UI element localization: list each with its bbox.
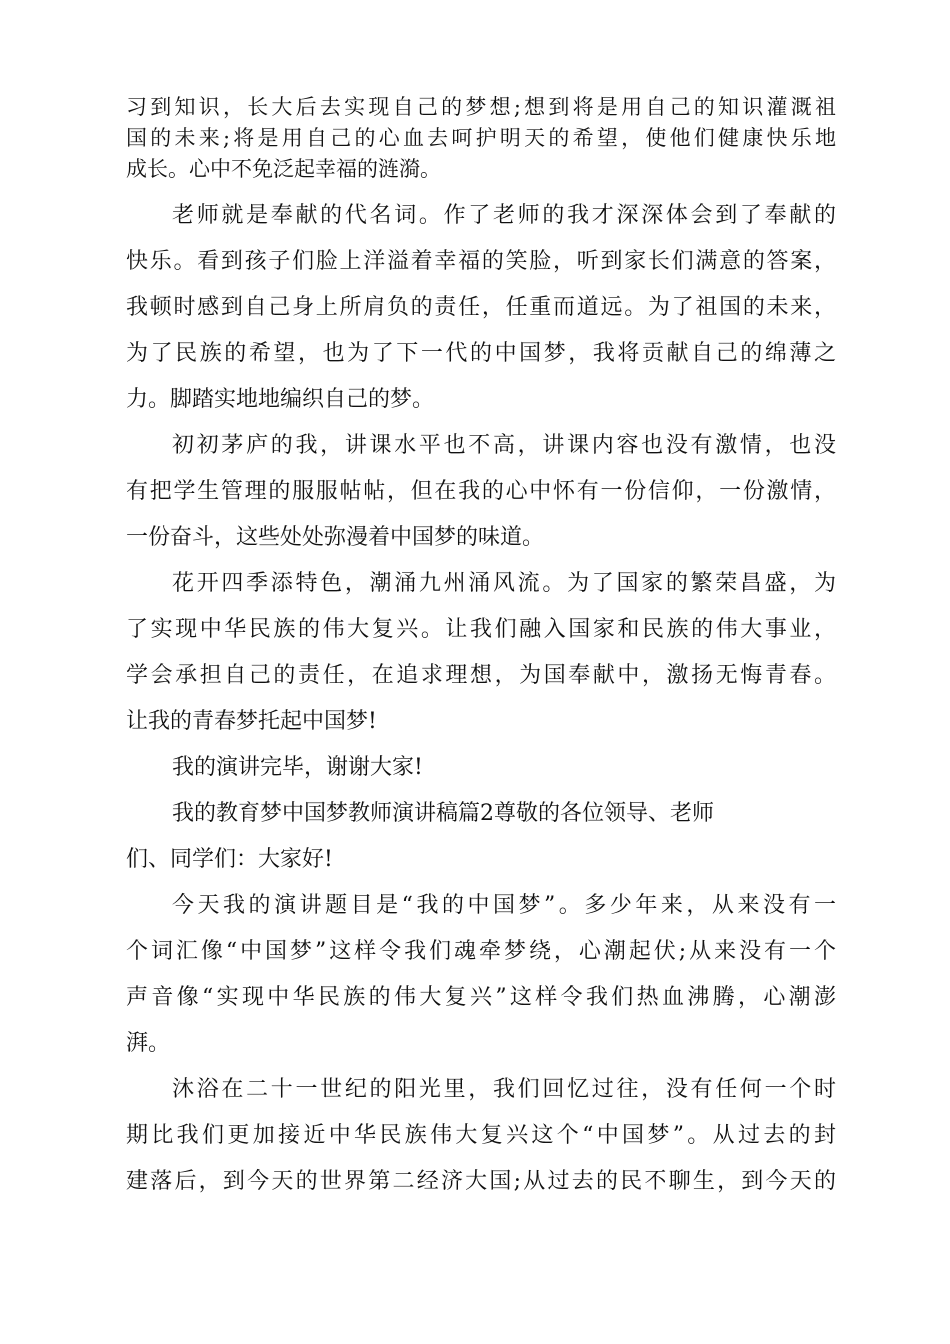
text-line: 沐浴在二十一世纪的阳光里，我们回忆过往，没有任何一个时 [172,1077,836,1102]
text-line: 快乐。看到孩子们脸上洋溢着幸福的笑脸，听到家长们满意的答案， [126,249,836,274]
text-line: 了实现中华民族的伟大复兴。让我们融入国家和民族的伟大事业， [126,617,836,642]
paragraph [126,423,836,561]
text-line: 声音像“实现中华民族的伟大复兴”这样令我们热血沸腾，心潮澎 [126,985,836,1010]
text-line: 习到知识，长大后去实现自己的梦想;想到将是用自己的知识灌溉祖 [126,95,836,119]
text-line: 一份奋斗，这些处处弥漫着中国梦的味道。 [126,525,545,550]
paragraph [126,745,836,791]
text-line: 建落后，到今天的世界第二经济大国;从过去的民不聊生，到今天的 [126,1169,836,1194]
text-line: 有把学生管理的服服帖帖，但在我的心中怀有一份信仰，一份激情， [126,479,836,504]
text-line: 成长。心中不免泛起幸福的涟漪。 [126,157,441,181]
text-line: 花开四季添特色，潮涌九州涌风流。为了国家的繁荣昌盛，为 [172,571,836,596]
text-line: 国的未来;将是用自己的心血去呵护明天的希望，使他们健康快乐地 [126,126,836,150]
paragraph [126,1067,836,1205]
text-line: 初初茅庐的我，讲课水平也不高，讲课内容也没有激情，也没 [172,433,836,458]
text-line: 让我的青春梦托起中国梦! [126,709,377,734]
paragraph [126,561,836,745]
paragraph [126,92,836,185]
text-line: 学会承担自己的责任，在追求理想，为国奉献中，激扬无悔青春。 [126,663,836,688]
text-line: 今天我的演讲题目是“我的中国梦”。多少年来，从来没有一 [172,893,836,918]
paragraph [126,791,836,883]
paragraph [126,883,836,1067]
paragraph-gap [126,185,836,193]
text-line: 湃。 [126,1031,171,1056]
text-line: 老师就是奉献的代名词。作了老师的我才深深体会到了奉献的 [172,203,836,228]
text-line: 为了民族的希望，也为了下一代的中国梦，我将贡献自己的绵薄之 [126,341,836,366]
text-line: 们、同学们：大家好! [126,847,333,872]
paragraph [126,193,836,423]
text-line: 我的教育梦中国梦教师演讲稿篇2尊敬的各位领导、老师 [172,801,714,826]
document-body [126,92,836,1205]
text-line: 我顿时感到自己身上所肩负的责任，任重而道远。为了祖国的未来， [126,295,836,320]
text-line: 个词汇像“中国梦”这样令我们魂牵梦绕，心潮起伏;从来没有一个 [126,939,836,964]
text-line: 期比我们更加接近中华民族伟大复兴这个“中国梦”。从过去的封 [126,1123,836,1148]
text-line: 力。脚踏实地地编织自己的梦。 [126,387,435,412]
text-line: 我的演讲完毕，谢谢大家! [172,755,423,780]
